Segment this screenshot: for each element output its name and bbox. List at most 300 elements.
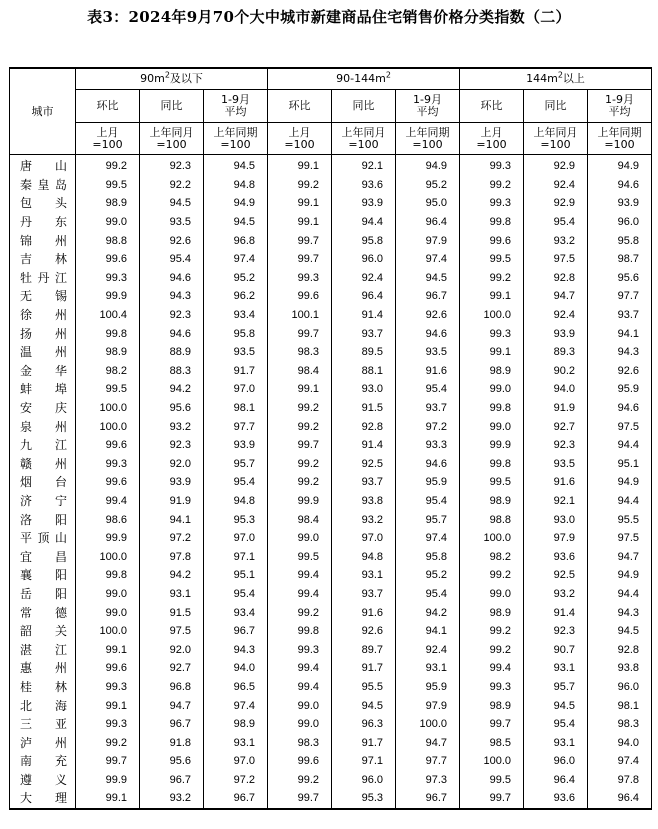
city-char: 无: [20, 289, 33, 304]
index-value: 93.7: [588, 306, 652, 325]
index-value: 91.6: [332, 603, 396, 622]
city-name: [10, 473, 76, 492]
city-char: 州: [54, 419, 67, 434]
index-value: 99.6: [76, 659, 140, 678]
index-value: 95.8: [204, 324, 268, 343]
city-name: [10, 510, 76, 529]
base-ytd: [204, 123, 268, 155]
city-char: 襄: [20, 568, 33, 583]
index-value: 91.4: [332, 306, 396, 325]
city-name: [10, 324, 76, 343]
city-char: 秦: [20, 177, 33, 192]
index-value: 99.0: [76, 585, 140, 604]
city-char: 蚌: [20, 382, 33, 397]
index-value: 94.6: [588, 399, 652, 418]
index-value: 99.7: [268, 436, 332, 455]
index-value: 99.0: [460, 417, 524, 436]
index-value: 98.9: [76, 194, 140, 213]
subheader-yoy: 同比: [524, 90, 588, 123]
city-name: [10, 250, 76, 269]
index-value: 91.7: [332, 659, 396, 678]
city-char: 烟: [20, 475, 33, 490]
base-mom-line1: 上月: [288, 125, 311, 139]
index-value: 95.0: [396, 194, 460, 213]
base-yoy-line1: 上年同月: [533, 125, 578, 139]
index-value: 98.9: [460, 492, 524, 511]
index-value: 94.6: [140, 269, 204, 288]
city-name-text: [20, 718, 67, 730]
table-row: [10, 529, 652, 548]
index-value: 91.5: [140, 603, 204, 622]
index-value: 99.2: [460, 640, 524, 659]
city-char: 林: [54, 252, 67, 267]
index-value: 94.2: [140, 380, 204, 399]
base-yoy-line1: 上年同月: [341, 125, 386, 139]
index-value: 93.9: [140, 473, 204, 492]
table-row: [10, 752, 652, 771]
index-value: 95.2: [396, 566, 460, 585]
index-value: 93.7: [332, 473, 396, 492]
city-char: 丹: [37, 270, 50, 285]
subheader-ytd-line1: 1-9月: [605, 93, 634, 106]
city-name-text: [20, 346, 67, 358]
index-value: 99.2: [268, 176, 332, 195]
city-name-text: [20, 160, 67, 172]
index-value: 100.0: [460, 306, 524, 325]
index-value: 94.2: [140, 566, 204, 585]
city-name-text: [20, 532, 67, 544]
index-value: 99.7: [460, 789, 524, 809]
city-char: 江: [54, 642, 67, 657]
index-value: 99.3: [460, 324, 524, 343]
city-name: [10, 176, 76, 195]
city-char: 义: [54, 772, 67, 787]
index-value: 99.5: [460, 250, 524, 269]
table-row: [10, 306, 652, 325]
index-value: 92.1: [332, 155, 396, 176]
index-value: 97.4: [204, 696, 268, 715]
base-ytd-line1: 上年同期: [213, 125, 258, 139]
city-char: 阳: [54, 586, 67, 601]
index-value: 94.3: [588, 603, 652, 622]
base-ytd-line2: =100: [412, 137, 443, 151]
index-value: 99.0: [460, 585, 524, 604]
index-value: 93.1: [140, 585, 204, 604]
city-name: [10, 436, 76, 455]
city-name: [10, 640, 76, 659]
city-char: 北: [20, 698, 33, 713]
table-row: [10, 399, 652, 418]
index-value: 91.5: [332, 399, 396, 418]
index-value: 92.7: [524, 417, 588, 436]
index-value: 99.7: [268, 789, 332, 809]
index-value: 97.0: [204, 529, 268, 548]
index-value: 96.8: [204, 231, 268, 250]
city-char: 锦: [20, 233, 33, 248]
index-value: 97.2: [140, 529, 204, 548]
index-value: 88.3: [140, 362, 204, 381]
subheader-mom: 环比: [268, 90, 332, 123]
city-char: 丹: [20, 215, 33, 230]
index-value: 94.5: [524, 696, 588, 715]
index-value: 94.5: [204, 213, 268, 232]
city-char: 济: [20, 493, 33, 508]
index-value: 93.3: [396, 436, 460, 455]
index-value: 99.3: [268, 640, 332, 659]
index-value: 99.3: [76, 269, 140, 288]
index-value: 94.9: [204, 194, 268, 213]
index-value: 99.6: [268, 752, 332, 771]
index-value: 92.6: [140, 231, 204, 250]
index-value: 97.4: [204, 250, 268, 269]
index-value: 99.5: [460, 473, 524, 492]
index-value: 94.2: [396, 603, 460, 622]
index-value: 93.2: [332, 510, 396, 529]
city-char: 安: [20, 401, 33, 416]
index-value: 99.7: [76, 752, 140, 771]
index-value: 95.6: [140, 752, 204, 771]
index-value: 96.0: [332, 771, 396, 790]
index-value: 96.7: [140, 771, 204, 790]
base-ytd-line2: =100: [604, 137, 635, 151]
base-mom-line1: 上月: [480, 125, 503, 139]
city-name: [10, 566, 76, 585]
index-value: 96.0: [332, 250, 396, 269]
index-value: 99.2: [460, 622, 524, 641]
table-row: [10, 343, 652, 362]
table-row: [10, 622, 652, 641]
index-value: 96.3: [332, 715, 396, 734]
city-name: [10, 231, 76, 250]
city-name: [10, 752, 76, 771]
index-value: 92.3: [140, 436, 204, 455]
city-char: 州: [54, 661, 67, 676]
city-char: 昌: [54, 549, 67, 564]
city-name: [10, 417, 76, 436]
index-value: 95.8: [396, 547, 460, 566]
index-value: 94.9: [588, 473, 652, 492]
index-value: 99.8: [268, 622, 332, 641]
index-value: 100.0: [396, 715, 460, 734]
index-value: 97.0: [204, 752, 268, 771]
index-value: 98.9: [460, 362, 524, 381]
index-value: 97.0: [332, 529, 396, 548]
city-char: 州: [54, 308, 67, 323]
index-value: 93.7: [396, 399, 460, 418]
index-value: 92.5: [332, 455, 396, 474]
city-char: 惠: [20, 661, 33, 676]
city-name-text: [20, 328, 67, 340]
index-value: 99.6: [268, 287, 332, 306]
index-value: 99.9: [76, 287, 140, 306]
index-value: 97.9: [524, 529, 588, 548]
city-char: 林: [54, 679, 67, 694]
index-value: 92.6: [396, 306, 460, 325]
index-value: 93.4: [204, 603, 268, 622]
city-name: [10, 696, 76, 715]
table-row: [10, 436, 652, 455]
base-yoy-line1: 上年同月: [149, 125, 194, 139]
index-value: 92.3: [524, 622, 588, 641]
table-row: [10, 492, 652, 511]
index-value: 96.7: [396, 789, 460, 809]
base-mom-line2: =100: [476, 137, 507, 151]
index-value: 94.6: [396, 455, 460, 474]
subheader-ytd-line2: 平均: [224, 105, 247, 118]
index-value: 95.4: [396, 585, 460, 604]
city-name: [10, 659, 76, 678]
city-char: 唐: [20, 159, 33, 174]
index-value: 99.5: [268, 547, 332, 566]
city-name: [10, 715, 76, 734]
subheader-ytd-line1: 1-9月: [221, 93, 250, 106]
index-value: 88.9: [140, 343, 204, 362]
city-char: 顶: [37, 531, 50, 546]
city-char: 温: [20, 345, 33, 360]
index-value: 99.2: [76, 733, 140, 752]
city-char: 宜: [20, 549, 33, 564]
city-name: [10, 343, 76, 362]
index-value: 92.4: [524, 176, 588, 195]
index-value: 94.7: [524, 287, 588, 306]
index-value: 99.9: [460, 436, 524, 455]
index-value: 92.9: [524, 155, 588, 176]
city-char: 包: [20, 196, 33, 211]
city-char: 州: [54, 326, 67, 341]
index-value: 97.4: [396, 529, 460, 548]
index-value: 99.9: [76, 529, 140, 548]
index-value: 99.1: [268, 194, 332, 213]
index-value: 92.0: [140, 455, 204, 474]
city-char: 州: [54, 735, 67, 750]
index-value: 95.7: [204, 455, 268, 474]
index-value: 99.5: [76, 380, 140, 399]
base-mom-line2: =100: [284, 137, 315, 151]
index-value: 94.5: [140, 194, 204, 213]
index-value: 95.3: [332, 789, 396, 809]
index-value: 93.4: [204, 306, 268, 325]
base-mom: [268, 123, 332, 155]
index-value: 97.9: [396, 696, 460, 715]
subheader-ytd-avg: [396, 90, 460, 123]
city-char: 平: [20, 531, 33, 546]
index-value: 99.0: [460, 380, 524, 399]
index-value: 99.8: [76, 566, 140, 585]
index-value: 98.9: [460, 603, 524, 622]
index-value: 92.5: [524, 566, 588, 585]
index-value: 90.2: [524, 362, 588, 381]
index-value: 99.3: [76, 715, 140, 734]
city-name-text: [20, 737, 67, 749]
index-value: 93.6: [524, 547, 588, 566]
index-value: 99.0: [268, 529, 332, 548]
index-value: 91.8: [140, 733, 204, 752]
index-value: 99.1: [460, 343, 524, 362]
base-ytd-line2: =100: [220, 137, 251, 151]
city-char: 徐: [20, 308, 33, 323]
index-value: 99.2: [268, 771, 332, 790]
index-value: 92.9: [524, 194, 588, 213]
index-value: 93.5: [524, 455, 588, 474]
index-value: 92.4: [396, 640, 460, 659]
index-value: 99.3: [76, 455, 140, 474]
index-value: 97.5: [588, 417, 652, 436]
index-value: 94.6: [140, 324, 204, 343]
city-name-text: [20, 644, 67, 656]
city-char: 台: [54, 475, 67, 490]
index-value: 96.0: [588, 678, 652, 697]
index-value: 96.2: [204, 287, 268, 306]
index-value: 97.7: [396, 752, 460, 771]
city-char: 州: [54, 456, 67, 471]
table-row: [10, 250, 652, 269]
index-value: 93.8: [332, 492, 396, 511]
table-row: [10, 659, 652, 678]
subheader-yoy: 同比: [140, 90, 204, 123]
index-value: 95.7: [396, 510, 460, 529]
index-value: 98.9: [204, 715, 268, 734]
city-char: 充: [54, 754, 67, 769]
index-value: 89.5: [332, 343, 396, 362]
index-value: 99.2: [268, 399, 332, 418]
index-value: 99.5: [460, 771, 524, 790]
index-value: 93.9: [524, 324, 588, 343]
city-char: 吉: [20, 252, 33, 267]
city-name: [10, 529, 76, 548]
index-value: 91.6: [524, 473, 588, 492]
city-column-header: 城市: [10, 68, 76, 155]
index-value: 99.4: [268, 678, 332, 697]
index-value: 97.7: [588, 287, 652, 306]
index-value: 97.5: [524, 250, 588, 269]
index-value: 99.2: [268, 455, 332, 474]
index-value: 99.8: [460, 213, 524, 232]
city-name: [10, 733, 76, 752]
city-name-text: [20, 272, 67, 284]
table-row: [10, 455, 652, 474]
index-value: 92.4: [332, 269, 396, 288]
table-row: [10, 696, 652, 715]
table-row: [10, 603, 652, 622]
index-value: 99.2: [460, 176, 524, 195]
city-char: 州: [54, 345, 67, 360]
city-char: 扬: [20, 326, 33, 341]
base-yoy: [140, 123, 204, 155]
index-value: 100.0: [76, 547, 140, 566]
index-value: 93.2: [524, 585, 588, 604]
index-value: 99.4: [268, 659, 332, 678]
index-value: 97.8: [588, 771, 652, 790]
index-value: 90.7: [524, 640, 588, 659]
table-row: [10, 324, 652, 343]
base-yoy-line2: =100: [156, 137, 187, 151]
index-value: 91.4: [524, 603, 588, 622]
index-value: 98.9: [76, 343, 140, 362]
table-row: [10, 547, 652, 566]
city-char: 洛: [20, 512, 33, 527]
index-value: 97.8: [140, 547, 204, 566]
index-value: 99.2: [268, 473, 332, 492]
index-value: 99.4: [76, 492, 140, 511]
index-value: 97.4: [396, 250, 460, 269]
index-value: 95.2: [396, 176, 460, 195]
group-header-large: $144m^2$以上: [460, 68, 652, 90]
index-value: 99.4: [460, 659, 524, 678]
index-value: 99.1: [76, 696, 140, 715]
index-value: 96.4: [332, 287, 396, 306]
index-value: 95.4: [204, 585, 268, 604]
table-row: [10, 640, 652, 659]
table-row: [10, 585, 652, 604]
city-name-text: [20, 179, 67, 191]
city-name: [10, 380, 76, 399]
city-name-text: [20, 774, 67, 786]
city-char: 阳: [54, 512, 67, 527]
city-name-text: [20, 755, 67, 767]
city-name-text: [20, 662, 67, 674]
index-value: 99.8: [460, 399, 524, 418]
city-char: 宁: [54, 493, 67, 508]
index-value: 96.0: [588, 213, 652, 232]
city-char: 理: [54, 791, 67, 806]
index-value: 98.8: [460, 510, 524, 529]
city-name-text: [20, 365, 67, 377]
city-char: 常: [20, 605, 33, 620]
city-name: [10, 678, 76, 697]
index-value: 98.4: [268, 362, 332, 381]
index-value: 98.3: [268, 343, 332, 362]
city-char: 桂: [20, 679, 33, 694]
index-value: 91.7: [332, 733, 396, 752]
table-row: [10, 155, 652, 176]
index-value: 100.0: [76, 417, 140, 436]
index-value: 93.0: [332, 380, 396, 399]
index-value: 97.1: [332, 752, 396, 771]
index-value: 89.7: [332, 640, 396, 659]
group-header-medium: $90-144m^2$: [268, 68, 460, 90]
index-value: 95.8: [588, 231, 652, 250]
index-value: 96.4: [524, 771, 588, 790]
city-name-text: [20, 681, 67, 693]
table-row: [10, 380, 652, 399]
index-value: 97.5: [140, 622, 204, 641]
city-char: 岳: [20, 586, 33, 601]
table-row: [10, 231, 652, 250]
index-value: 94.6: [396, 324, 460, 343]
city-char: 岛: [54, 177, 67, 192]
index-value: 99.6: [460, 231, 524, 250]
table-row: [10, 789, 652, 809]
index-value: 93.9: [588, 194, 652, 213]
index-value: 94.7: [396, 733, 460, 752]
index-value: 94.4: [332, 213, 396, 232]
index-value: 94.8: [204, 492, 268, 511]
city-char: 海: [54, 698, 67, 713]
index-value: 95.4: [140, 250, 204, 269]
index-value: 99.1: [460, 287, 524, 306]
index-value: 98.6: [76, 510, 140, 529]
index-value: 100.0: [76, 622, 140, 641]
index-value: 93.9: [204, 436, 268, 455]
index-value: 97.2: [396, 417, 460, 436]
index-value: 95.9: [396, 473, 460, 492]
index-value: 92.3: [140, 306, 204, 325]
index-value: 99.7: [460, 715, 524, 734]
index-value: 95.9: [396, 678, 460, 697]
index-value: 94.9: [588, 566, 652, 585]
index-value: 99.5: [76, 176, 140, 195]
index-value: 95.2: [204, 269, 268, 288]
